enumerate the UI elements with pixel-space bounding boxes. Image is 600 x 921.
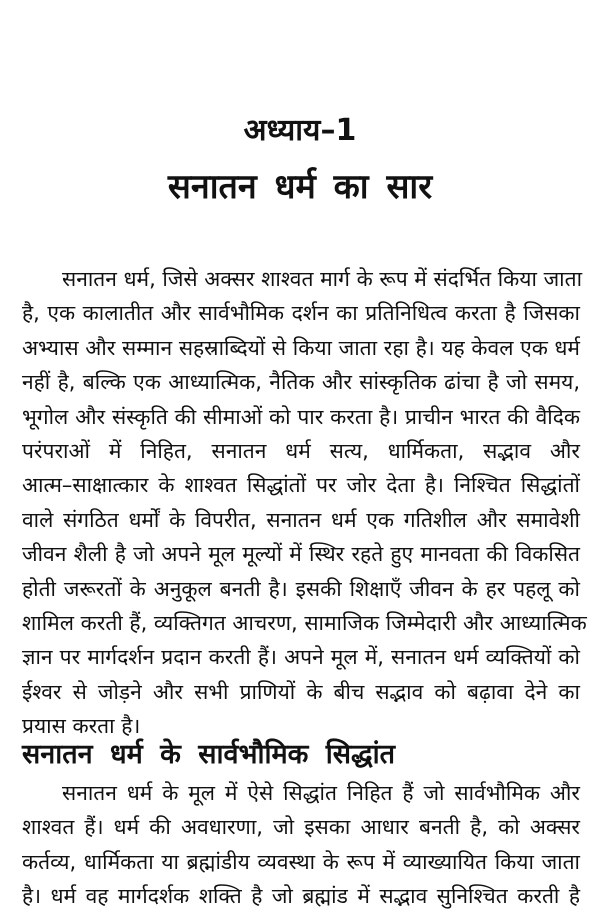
text-line: परंपराओं में निहित, सनातन धर्म सत्य, धार्मिकता, सद्भाव और xyxy=(22,438,580,463)
section-heading: सनातन धर्म के सार्वभौमिक सिद्धांत xyxy=(22,739,395,770)
text-line: है, एक कालातीत और सार्वभौमिक दर्शन का प्रतिनिधित्व करता है जिसका xyxy=(22,301,580,326)
text-line: प्रयास करता है। xyxy=(22,714,141,739)
text-line: अभ्यास और सम्मान सहस्राब्दियों से किया जाता रहा है। यह केवल एक धर्म xyxy=(22,335,580,360)
text-line: ज्ञान पर मार्गदर्शन प्रदान करती हैं। अपने मूल में, सनातन धर्म व्यक्तियों को xyxy=(22,645,580,670)
chapter-title: सनातन धर्म का सार xyxy=(167,167,433,207)
text-line: ईश्वर से जोड़ने और सभी प्राणियों के बीच सद्भाव को बढ़ावा देने का xyxy=(22,679,580,704)
chapter-label: अध्याय–1 xyxy=(243,113,357,148)
paragraph-2 xyxy=(22,776,580,914)
text-line: कर्तव्य, धार्मिकता या ब्रह्मांडीय व्यवस्था के रूप में व्याख्यायित किया जाता xyxy=(22,849,580,874)
text-line: वाले संगठित धर्मों के विपरीत, सनातन धर्म एक गतिशील और समावेशी xyxy=(22,507,580,532)
text-line: है। धर्म वह मार्गदर्शक शक्ति है जो ब्रह्मांड में सद्भाव सुनिश्चित करती है xyxy=(22,884,580,909)
text-line: शामिल करती हैं, व्यक्तिगत आचरण, सामाजिक जिम्मेदारी और आध्यात्मिक xyxy=(22,610,587,635)
text-line: सनातन धर्म के मूल में ऐसे सिद्धांत निहित हैं जो सार्वभौमिक और xyxy=(62,781,580,805)
text-line: सनातन धर्म, जिसे अक्सर शाश्वत मार्ग के रूप में संदर्भित किया जाता xyxy=(62,267,583,291)
paragraph-1 xyxy=(22,262,587,743)
text-line: नहीं है, बल्कि एक आध्यात्मिक, नैतिक और सांस्कृतिक ढांचा है जो समय, xyxy=(22,370,580,395)
text-line: होती जरूरतों के अनुकूल बनती है। इसकी शिक्षाएँ जीवन के हर पहलू को xyxy=(22,576,580,601)
text-line: शाश्वत हैं। धर्म की अवधारणा, जो इसका आधार बनती है, को अक्सर xyxy=(22,815,580,840)
text-line: आत्म–साक्षात्कार के शाश्वत सिद्धांतों पर जोर देता है। निश्चित सिद्धांतों xyxy=(22,473,580,498)
text-line: भूगोल और संस्कृति की सीमाओं को पार करता है। प्राचीन भारत की वैदिक xyxy=(22,404,580,429)
text-line: जीवन शैली है जो अपने मूल मूल्यों में स्थिर रहते हुए मानवता की विकसित xyxy=(22,542,580,567)
